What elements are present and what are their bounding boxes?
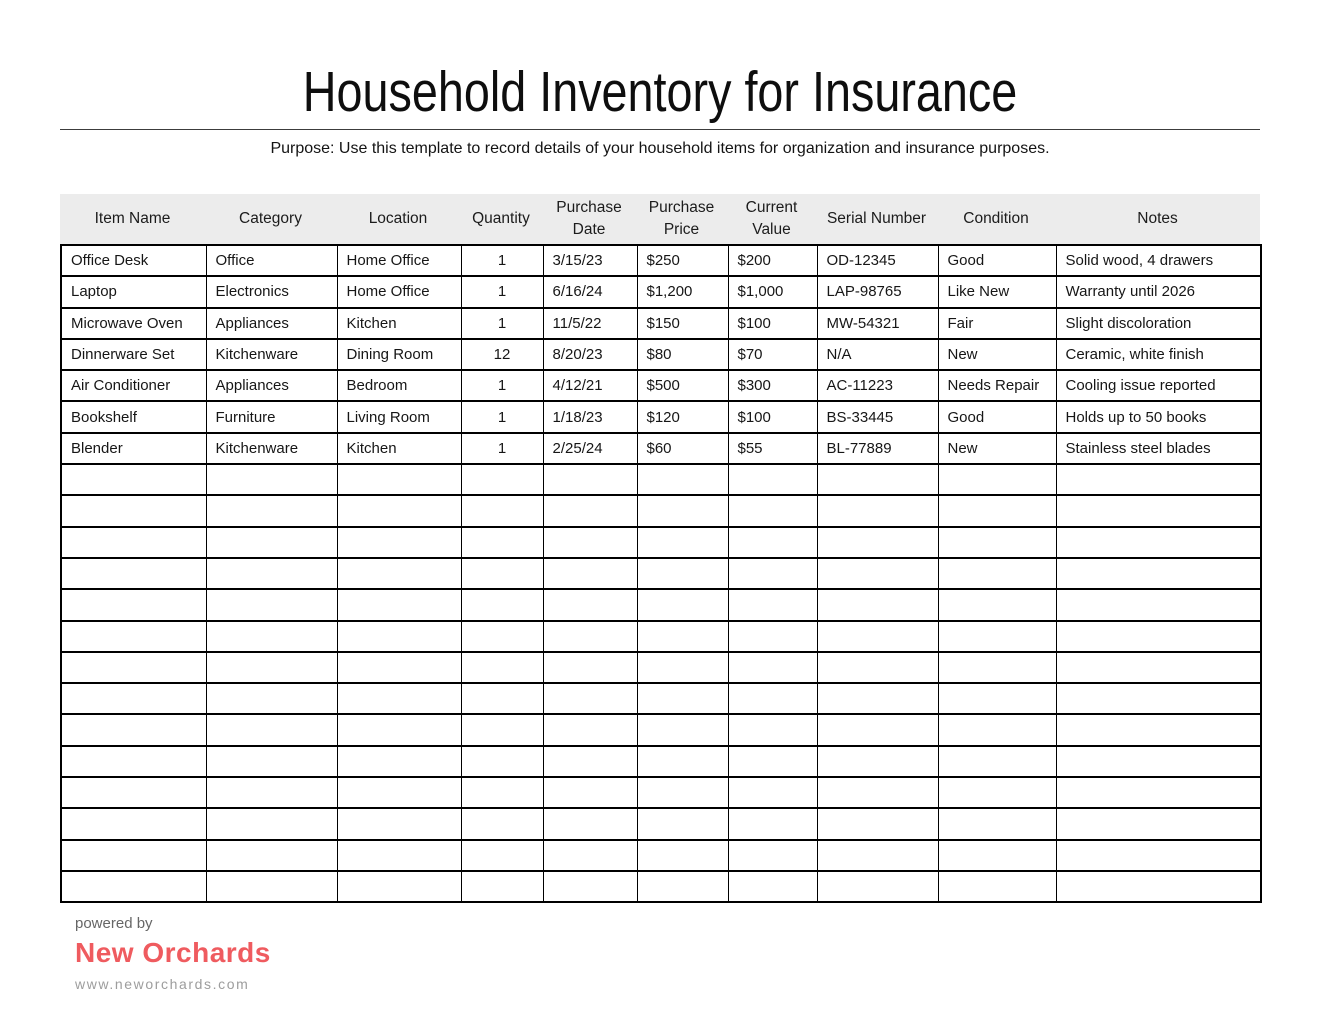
cell-current-value: $100 (728, 308, 817, 339)
cell-category: Electronics (206, 276, 337, 307)
cell-category: Furniture (206, 401, 337, 432)
cell-notes: Holds up to 50 books (1056, 401, 1261, 432)
cell-condition: Fair (938, 308, 1056, 339)
cell-condition: Good (938, 401, 1056, 432)
cell-current-value (728, 495, 817, 526)
cell-item-name: Microwave Oven (61, 308, 206, 339)
cell-quantity (461, 621, 543, 652)
cell-location (337, 621, 461, 652)
cell-purchase-price (637, 464, 728, 495)
cell-serial-number (817, 808, 938, 839)
purpose-text: Purpose: Use this template to record details of your household items for organization and insurance purposes. (270, 140, 1050, 157)
cell-purchase-date (543, 652, 637, 683)
column-header-location: Location (368, 210, 428, 228)
column-header-quantity: Quantity (472, 210, 530, 228)
cell-item-name (61, 527, 206, 558)
table-row (61, 370, 1261, 401)
cell-notes (1056, 746, 1261, 777)
cell-item-name (61, 871, 206, 902)
column-header-current-value: Current Value (745, 199, 798, 238)
cell-notes (1056, 683, 1261, 714)
cell-purchase-date (543, 714, 637, 745)
empty-table-row (61, 652, 1261, 683)
cell-current-value (728, 558, 817, 589)
brand-logo: New Orchards (75, 937, 271, 969)
cell-quantity: 1 (461, 308, 543, 339)
cell-location: Home Office (337, 276, 461, 307)
cell-location (337, 464, 461, 495)
cell-location (337, 808, 461, 839)
cell-quantity (461, 589, 543, 620)
cell-notes (1056, 808, 1261, 839)
cell-category (206, 714, 337, 745)
cell-quantity (461, 558, 543, 589)
cell-condition (938, 777, 1056, 808)
cell-purchase-date (543, 871, 637, 902)
cell-notes (1056, 871, 1261, 902)
cell-purchase-price: $250 (637, 245, 728, 276)
cell-purchase-date (543, 777, 637, 808)
table-row (61, 339, 1261, 370)
cell-purchase-date (543, 621, 637, 652)
cell-serial-number: OD-12345 (817, 245, 938, 276)
column-header-notes: Notes (1137, 210, 1178, 228)
cell-current-value (728, 714, 817, 745)
cell-serial-number: BL-77889 (817, 433, 938, 464)
cell-location (337, 683, 461, 714)
cell-purchase-date (543, 495, 637, 526)
cell-current-value (728, 652, 817, 683)
cell-condition (938, 871, 1056, 902)
cell-serial-number (817, 589, 938, 620)
cell-category (206, 683, 337, 714)
cell-current-value: $300 (728, 370, 817, 401)
cell-condition (938, 652, 1056, 683)
cell-condition (938, 464, 1056, 495)
cell-notes: Solid wood, 4 drawers (1056, 245, 1261, 276)
cell-serial-number (817, 527, 938, 558)
cell-notes (1056, 652, 1261, 683)
cell-condition (938, 808, 1056, 839)
cell-serial-number (817, 683, 938, 714)
cell-notes: Stainless steel blades (1056, 433, 1261, 464)
table-row (61, 276, 1261, 307)
cell-quantity: 12 (461, 339, 543, 370)
cell-item-name (61, 589, 206, 620)
cell-item-name (61, 746, 206, 777)
cell-notes: Cooling issue reported (1056, 370, 1261, 401)
cell-notes (1056, 527, 1261, 558)
title-divider (60, 129, 1260, 130)
table-row (61, 433, 1261, 464)
cell-purchase-price: $500 (637, 370, 728, 401)
cell-quantity (461, 777, 543, 808)
cell-serial-number (817, 495, 938, 526)
cell-item-name (61, 777, 206, 808)
cell-current-value (728, 808, 817, 839)
cell-current-value (728, 527, 817, 558)
cell-condition: New (938, 339, 1056, 370)
cell-purchase-date (543, 527, 637, 558)
document-header (0, 0, 1320, 158)
cell-purchase-date: 11/5/22 (543, 308, 637, 339)
cell-serial-number: N/A (817, 339, 938, 370)
cell-notes (1056, 621, 1261, 652)
cell-purchase-date (543, 558, 637, 589)
cell-item-name (61, 652, 206, 683)
cell-item-name: Bookshelf (61, 401, 206, 432)
cell-item-name (61, 558, 206, 589)
cell-quantity (461, 746, 543, 777)
cell-purchase-date: 3/15/23 (543, 245, 637, 276)
cell-serial-number: MW-54321 (817, 308, 938, 339)
cell-purchase-price (637, 558, 728, 589)
cell-notes (1056, 558, 1261, 589)
cell-category (206, 589, 337, 620)
cell-current-value (728, 464, 817, 495)
cell-category (206, 871, 337, 902)
cell-purchase-price: $80 (637, 339, 728, 370)
cell-purchase-date: 2/25/24 (543, 433, 637, 464)
cell-serial-number (817, 777, 938, 808)
cell-purchase-price (637, 652, 728, 683)
cell-serial-number (817, 621, 938, 652)
cell-current-value: $70 (728, 339, 817, 370)
powered-by-label: powered by (75, 915, 153, 933)
cell-purchase-date: 4/12/21 (543, 370, 637, 401)
cell-category (206, 746, 337, 777)
cell-purchase-price (637, 683, 728, 714)
cell-purchase-date (543, 589, 637, 620)
empty-table-row (61, 589, 1261, 620)
cell-category: Kitchenware (206, 339, 337, 370)
cell-purchase-price: $60 (637, 433, 728, 464)
cell-serial-number (817, 871, 938, 902)
cell-category: Kitchenware (206, 433, 337, 464)
cell-item-name: Office Desk (61, 245, 206, 276)
table-grid (60, 244, 1262, 903)
cell-location (337, 714, 461, 745)
cell-purchase-date: 6/16/24 (543, 276, 637, 307)
cell-item-name (61, 840, 206, 871)
cell-purchase-price (637, 808, 728, 839)
cell-quantity (461, 871, 543, 902)
cell-condition (938, 746, 1056, 777)
cell-notes (1056, 495, 1261, 526)
cell-serial-number: AC-11223 (817, 370, 938, 401)
cell-current-value (728, 840, 817, 871)
cell-location (337, 589, 461, 620)
cell-location (337, 495, 461, 526)
cell-location: Home Office (337, 245, 461, 276)
cell-purchase-price (637, 621, 728, 652)
cell-purchase-price: $120 (637, 401, 728, 432)
column-header-serial-number: Serial Number (826, 210, 927, 228)
cell-location: Kitchen (337, 433, 461, 464)
cell-notes: Ceramic, white finish (1056, 339, 1261, 370)
cell-condition: Needs Repair (938, 370, 1056, 401)
cell-purchase-price: $150 (637, 308, 728, 339)
table-row (61, 308, 1261, 339)
cell-condition (938, 589, 1056, 620)
inventory-table (60, 194, 1260, 903)
cell-current-value (728, 777, 817, 808)
cell-current-value: $100 (728, 401, 817, 432)
empty-table-row (61, 840, 1261, 871)
empty-table-row (61, 527, 1261, 558)
cell-quantity (461, 652, 543, 683)
cell-item-name: Dinnerware Set (61, 339, 206, 370)
cell-quantity (461, 808, 543, 839)
cell-quantity (461, 464, 543, 495)
cell-serial-number (817, 652, 938, 683)
column-header-purchase-date: Purchase Date (556, 199, 622, 238)
cell-purchase-date (543, 683, 637, 714)
cell-quantity: 1 (461, 276, 543, 307)
cell-purchase-price (637, 871, 728, 902)
cell-category: Office (206, 245, 337, 276)
empty-table-row (61, 714, 1261, 745)
empty-table-row (61, 746, 1261, 777)
cell-category (206, 652, 337, 683)
cell-purchase-price (637, 746, 728, 777)
cell-location (337, 652, 461, 683)
cell-quantity: 1 (461, 433, 543, 464)
cell-condition: New (938, 433, 1056, 464)
cell-quantity (461, 714, 543, 745)
cell-condition (938, 683, 1056, 714)
cell-notes (1056, 840, 1261, 871)
cell-notes: Warranty until 2026 (1056, 276, 1261, 307)
cell-quantity: 1 (461, 370, 543, 401)
cell-item-name: Blender (61, 433, 206, 464)
empty-table-row (61, 558, 1261, 589)
cell-item-name (61, 495, 206, 526)
empty-table-row (61, 777, 1261, 808)
cell-serial-number (817, 714, 938, 745)
cell-item-name (61, 714, 206, 745)
cell-category (206, 527, 337, 558)
cell-item-name (61, 621, 206, 652)
website-url: www.neworchards.com (75, 976, 250, 993)
cell-serial-number (817, 746, 938, 777)
cell-condition: Like New (938, 276, 1056, 307)
cell-location (337, 527, 461, 558)
cell-current-value: $1,000 (728, 276, 817, 307)
cell-quantity (461, 495, 543, 526)
cell-purchase-price (637, 777, 728, 808)
cell-item-name (61, 808, 206, 839)
cell-condition (938, 558, 1056, 589)
empty-table-row (61, 808, 1261, 839)
cell-serial-number: BS-33445 (817, 401, 938, 432)
cell-notes (1056, 589, 1261, 620)
cell-purchase-price (637, 527, 728, 558)
cell-quantity (461, 840, 543, 871)
cell-purchase-date (543, 746, 637, 777)
table-row (61, 401, 1261, 432)
cell-quantity (461, 527, 543, 558)
empty-table-row (61, 683, 1261, 714)
table-row (61, 245, 1261, 276)
column-header-purchase-price: Purchase Price (648, 199, 715, 238)
empty-table-row (61, 464, 1261, 495)
cell-notes (1056, 777, 1261, 808)
cell-location (337, 558, 461, 589)
cell-notes: Slight discoloration (1056, 308, 1261, 339)
cell-purchase-date: 1/18/23 (543, 401, 637, 432)
cell-purchase-date (543, 808, 637, 839)
cell-purchase-date: 8/20/23 (543, 339, 637, 370)
cell-notes (1056, 714, 1261, 745)
cell-quantity (461, 683, 543, 714)
cell-location: Kitchen (337, 308, 461, 339)
cell-condition (938, 840, 1056, 871)
cell-category (206, 840, 337, 871)
column-header-condition: Condition (963, 210, 1029, 228)
cell-category (206, 495, 337, 526)
cell-location: Dining Room (337, 339, 461, 370)
cell-category (206, 621, 337, 652)
cell-condition (938, 621, 1056, 652)
cell-purchase-price: $1,200 (637, 276, 728, 307)
column-header-item-name: Item Name (94, 210, 171, 228)
cell-serial-number (817, 558, 938, 589)
cell-current-value (728, 589, 817, 620)
cell-serial-number: LAP-98765 (817, 276, 938, 307)
cell-item-name: Laptop (61, 276, 206, 307)
cell-location (337, 777, 461, 808)
cell-purchase-price (637, 589, 728, 620)
cell-quantity: 1 (461, 401, 543, 432)
cell-item-name: Air Conditioner (61, 370, 206, 401)
cell-purchase-price (637, 714, 728, 745)
cell-serial-number (817, 840, 938, 871)
cell-current-value (728, 683, 817, 714)
cell-current-value: $200 (728, 245, 817, 276)
table-header-row (60, 194, 1260, 244)
table-body (61, 245, 1261, 902)
cell-category (206, 808, 337, 839)
cell-location: Bedroom (337, 370, 461, 401)
cell-purchase-price (637, 840, 728, 871)
cell-category (206, 777, 337, 808)
cell-current-value (728, 871, 817, 902)
cell-condition (938, 495, 1056, 526)
empty-table-row (61, 621, 1261, 652)
cell-item-name (61, 464, 206, 495)
cell-purchase-price (637, 495, 728, 526)
cell-location (337, 746, 461, 777)
cell-category (206, 558, 337, 589)
page-title: Household Inventory for Insurance (302, 60, 1018, 124)
cell-current-value: $55 (728, 433, 817, 464)
cell-category: Appliances (206, 370, 337, 401)
cell-item-name (61, 683, 206, 714)
cell-location (337, 840, 461, 871)
cell-notes (1056, 464, 1261, 495)
cell-condition (938, 527, 1056, 558)
empty-table-row (61, 495, 1261, 526)
column-header-category: Category (239, 210, 302, 228)
cell-quantity: 1 (461, 245, 543, 276)
document-footer (75, 915, 1320, 992)
cell-condition: Good (938, 245, 1056, 276)
cell-location (337, 871, 461, 902)
cell-condition (938, 714, 1056, 745)
cell-category (206, 464, 337, 495)
cell-current-value (728, 621, 817, 652)
cell-category: Appliances (206, 308, 337, 339)
empty-table-row (61, 871, 1261, 902)
cell-serial-number (817, 464, 938, 495)
cell-location: Living Room (337, 401, 461, 432)
cell-purchase-date (543, 840, 637, 871)
cell-current-value (728, 746, 817, 777)
cell-purchase-date (543, 464, 637, 495)
